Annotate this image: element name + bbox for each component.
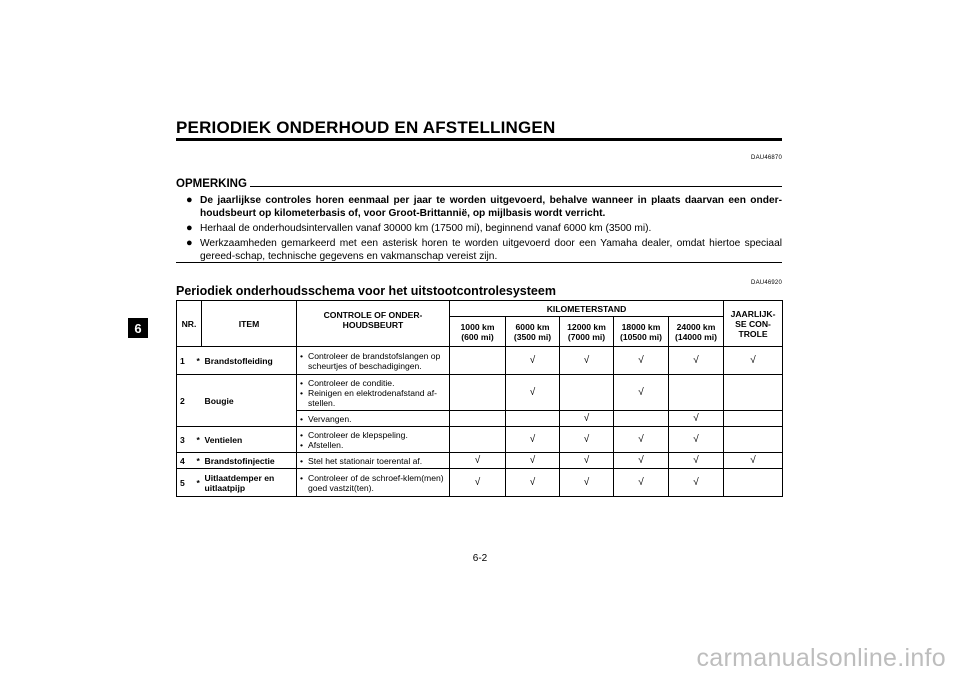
header-km <box>669 317 724 347</box>
header-km <box>450 317 506 347</box>
control-step: • Controleer de conditie. <box>300 378 446 388</box>
row-control <box>297 453 450 469</box>
table-row <box>177 375 783 411</box>
row-asterisk: * <box>194 469 202 497</box>
header-mi-value: (3500 mi) <box>513 331 552 342</box>
row-number: 1 <box>177 347 194 375</box>
page-title: PERIODIEK ONDERHOUD EN AFSTELLINGEN <box>176 118 556 137</box>
row-item: Ventielen <box>202 427 297 453</box>
row-asterisk: * <box>194 453 202 469</box>
check-cell: √ <box>614 375 669 411</box>
header-mi-value: (7000 mi) <box>567 331 606 342</box>
row-control <box>297 375 450 411</box>
note-end-rule <box>176 262 782 263</box>
check-cell: √ <box>614 347 669 375</box>
check-cell <box>450 411 506 427</box>
table-row <box>177 427 783 453</box>
header-km-value: 24000 km <box>676 321 716 332</box>
title-rule <box>176 138 782 141</box>
bullet-icon: ● <box>186 222 193 234</box>
bullet-icon: ● <box>186 237 193 249</box>
check-cell: √ <box>560 469 614 497</box>
control-step: • Afstellen. <box>300 440 446 450</box>
check-cell: √ <box>724 453 783 469</box>
check-cell <box>450 347 506 375</box>
header-item: ITEM <box>202 301 297 347</box>
control-step: • Vervangen. <box>300 414 446 424</box>
check-cell <box>450 427 506 453</box>
chapter-tab: 6 <box>128 318 148 338</box>
check-cell <box>724 427 783 453</box>
check-cell: √ <box>450 453 506 469</box>
row-control <box>297 469 450 497</box>
check-cell: √ <box>669 427 724 453</box>
check-cell: √ <box>560 347 614 375</box>
check-cell: √ <box>614 469 669 497</box>
check-cell <box>724 375 783 411</box>
maintenance-schedule-table <box>176 300 783 497</box>
row-item: Brandstofinjectie <box>202 453 297 469</box>
check-cell: √ <box>506 347 560 375</box>
header-km <box>614 317 669 347</box>
note-item <box>186 194 782 220</box>
check-cell: √ <box>560 453 614 469</box>
header-mi-value: (14000 mi) <box>674 331 718 342</box>
note-list <box>186 194 782 265</box>
header-km-value: 18000 km <box>621 321 661 332</box>
header-annual-line-3: TROLE <box>738 328 768 339</box>
note-item-text: De jaarlijkse controles horen eenmaal per jaar te worden uitgevoerd, behalve wanneer in plaats daarvan een onder-houdsbeurt op kilometerbasis of, voor Groot-Brittannië, op mijlbasis wordt verricht. <box>200 195 782 219</box>
note-item-text: Herhaal de onderhoudsintervallen vanaf 30000 km (17500 mi), beginnend vanaf 6000 km (3500 mi). <box>200 223 652 234</box>
check-cell: √ <box>560 411 614 427</box>
header-km-group: KILOMETERSTAND <box>450 301 724 317</box>
check-cell: √ <box>724 347 783 375</box>
check-cell <box>506 411 560 427</box>
header-km-value: 6000 km <box>515 321 550 332</box>
row-number: 5 <box>177 469 194 497</box>
note-heading: OPMERKING <box>176 178 247 190</box>
control-step: • Stel het stationair toerental af. <box>300 456 446 466</box>
table-row <box>177 453 783 469</box>
row-number: 3 <box>177 427 194 453</box>
header-nr: NR. <box>177 301 202 347</box>
table-row <box>177 347 783 375</box>
control-step: • Controleer de brandstofslangen op scheurtjes of beschadigingen. <box>300 351 446 371</box>
note-item-text: Werkzaamheden gemarkeerd met een asterisk horen te worden uitgevoerd door een Yamaha dealer, omdat hiertoe speciaal gereed-schap, technische gegevens en vakmanschap vereist zijn. <box>200 238 782 262</box>
check-cell <box>724 411 783 427</box>
header-km <box>506 317 560 347</box>
row-number: 2 <box>177 375 194 427</box>
document-code-section: DAU46920 <box>751 280 782 286</box>
section-title: Periodiek onderhoudsschema voor het uitstootcontrolesysteem <box>176 284 556 298</box>
row-number: 4 <box>177 453 194 469</box>
control-step: • Controleer of de schroef-klem(men) goed vastzit(ten). <box>300 473 446 493</box>
table-row <box>177 469 783 497</box>
check-cell: √ <box>669 453 724 469</box>
note-heading-row <box>176 178 782 190</box>
header-km-value: 1000 km <box>460 321 495 332</box>
header-mi-value: (600 mi) <box>461 331 494 342</box>
row-asterisk <box>194 375 202 427</box>
check-cell <box>614 411 669 427</box>
header-km-value: 12000 km <box>567 321 606 332</box>
control-step: • Controleer de klepspeling. <box>300 430 446 440</box>
check-cell: √ <box>560 427 614 453</box>
header-annual <box>724 301 783 347</box>
check-cell: √ <box>506 469 560 497</box>
watermark: carmanualsonline.info <box>696 644 946 672</box>
document-code-note: DAU46870 <box>751 155 782 161</box>
header-control-line-2: HOUDSBEURT <box>342 319 404 330</box>
header-annual-line-1: JAARLIJK- <box>730 308 776 319</box>
note-item <box>186 237 782 263</box>
header-control <box>297 301 450 347</box>
note-item <box>186 222 782 235</box>
header-annual-line-2: SE CON- <box>735 318 771 329</box>
check-cell: √ <box>614 427 669 453</box>
check-cell: √ <box>614 453 669 469</box>
check-cell: √ <box>450 469 506 497</box>
check-cell <box>450 375 506 411</box>
control-step: • Reinigen en elektrodenafstand af-stellen. <box>300 388 446 408</box>
check-cell: √ <box>506 453 560 469</box>
row-control <box>297 347 450 375</box>
row-item: Uitlaatdemper en uitlaatpijp <box>202 469 297 497</box>
note-heading-line <box>250 186 782 187</box>
check-cell: √ <box>669 469 724 497</box>
check-cell: √ <box>506 375 560 411</box>
row-control <box>297 427 450 453</box>
row-item: Brandstofleiding <box>202 347 297 375</box>
check-cell: √ <box>669 347 724 375</box>
row-control <box>297 411 450 427</box>
header-km <box>560 317 614 347</box>
header-mi-value: (10500 mi) <box>619 331 663 342</box>
row-item: Bougie <box>202 375 297 427</box>
header-control-line-1: CONTROLE OF ONDER- <box>323 309 423 320</box>
check-cell <box>669 375 724 411</box>
check-cell <box>724 469 783 497</box>
row-asterisk: * <box>194 347 202 375</box>
bullet-icon: ● <box>186 194 193 206</box>
check-cell <box>560 375 614 411</box>
check-cell: √ <box>506 427 560 453</box>
check-cell: √ <box>669 411 724 427</box>
page-number: 6-2 <box>472 553 488 564</box>
row-asterisk: * <box>194 427 202 453</box>
